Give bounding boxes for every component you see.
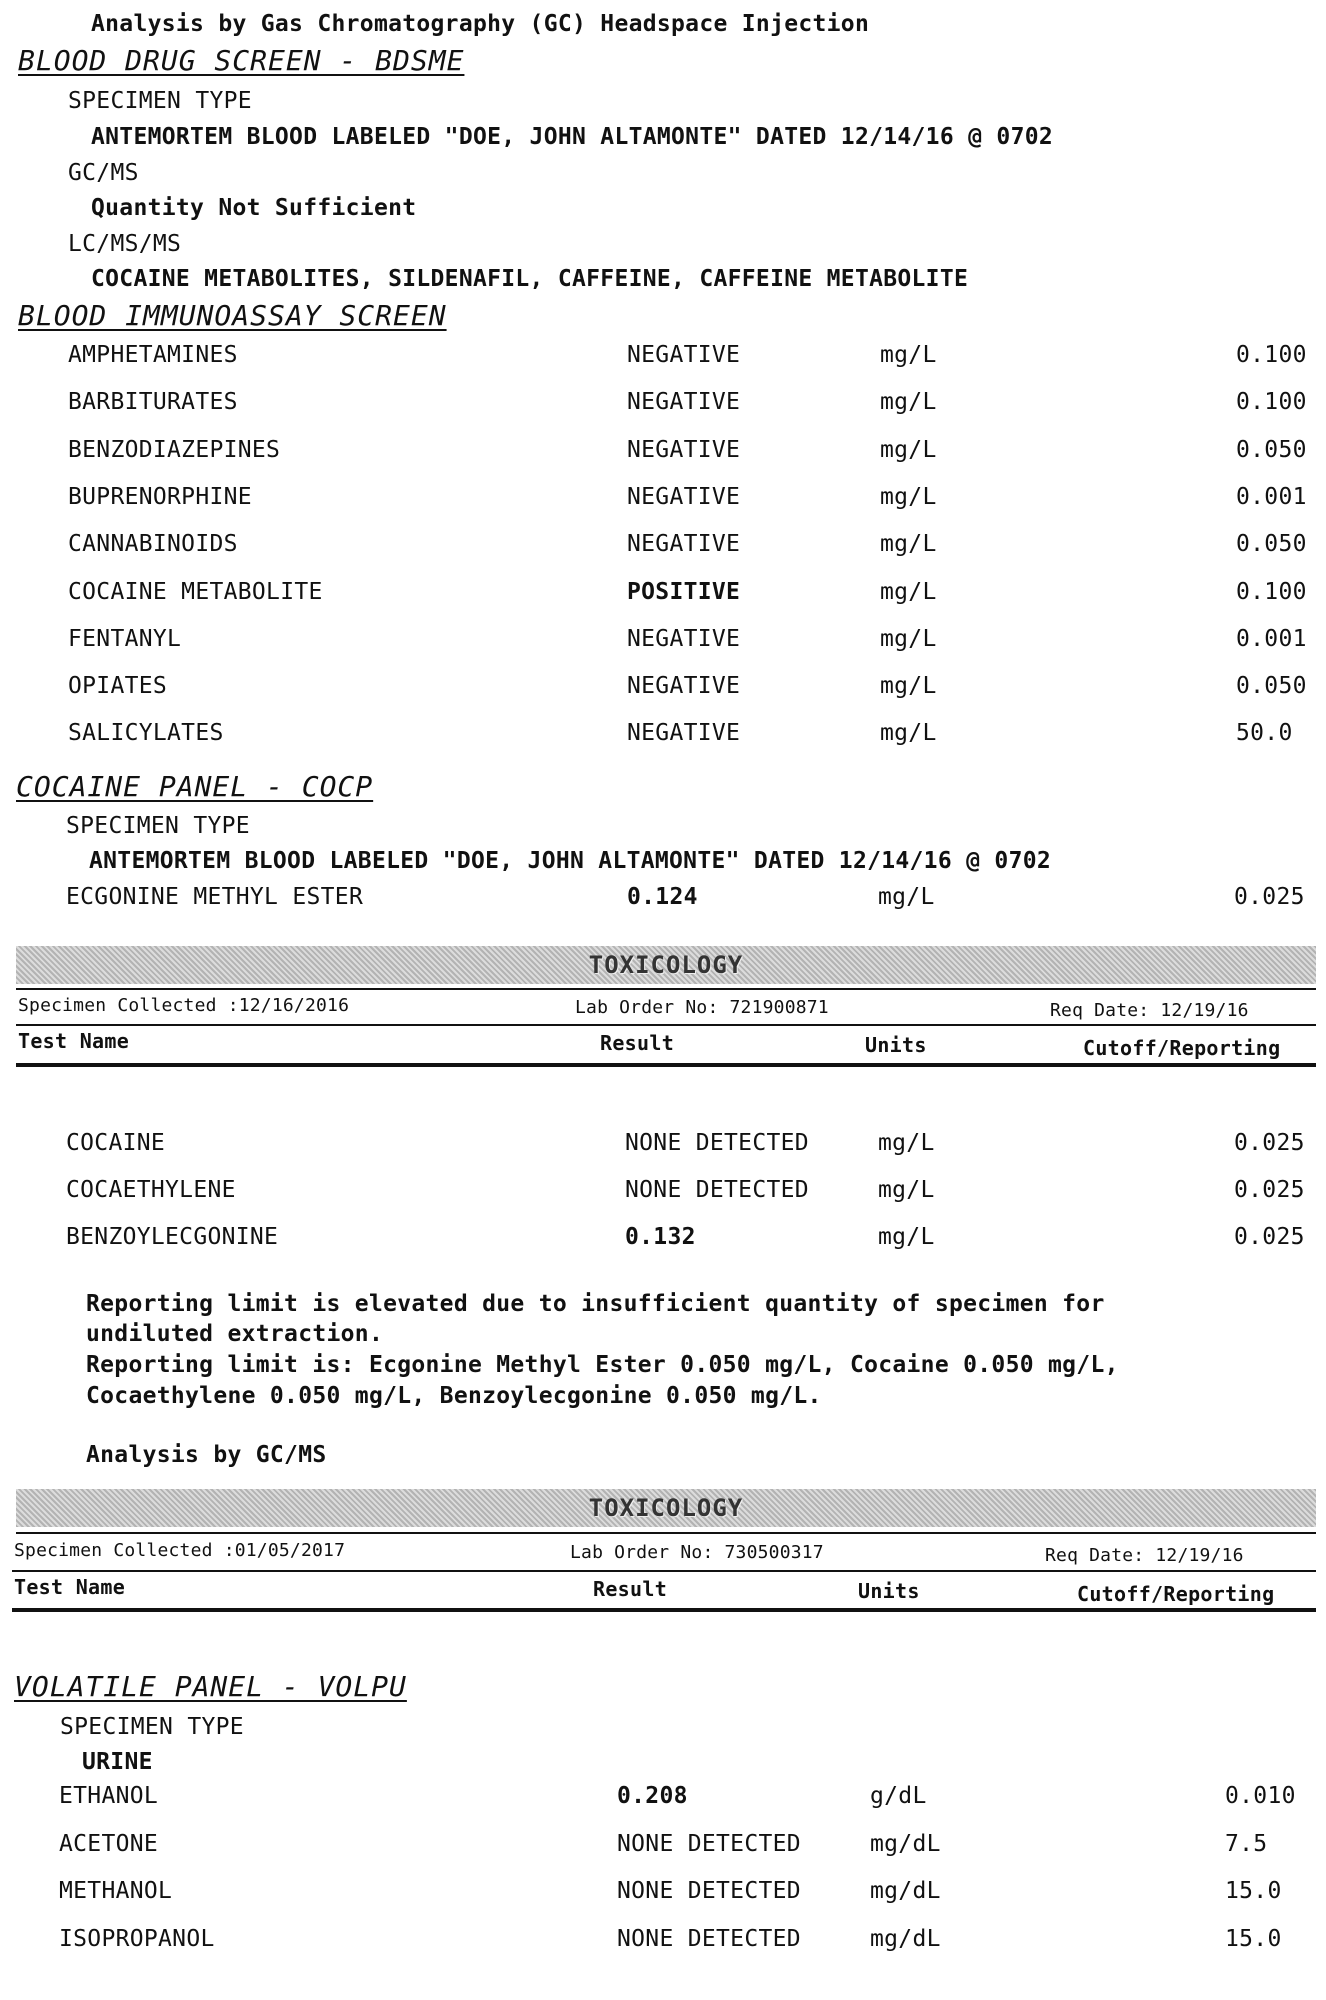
test-units: g/dL	[870, 1783, 927, 1809]
column-header-test-name: Test Name	[14, 1575, 126, 1599]
lab-order-number: Lab Order No: 730500317	[570, 1542, 824, 1563]
specimen-value: ANTEMORTEM BLOOD LABELED "DOE, JOHN ALTAMONTE" DATED 12/14/16 @ 0702	[91, 124, 1054, 150]
test-result: POSITIVE	[627, 578, 741, 605]
test-name: ISOPROPANOL	[59, 1925, 215, 1952]
column-header-cutoff: Cutoff/Reporting	[1083, 1036, 1281, 1060]
note-line: Reporting limit is: Ecgonine Methyl Ester 0.050 mg/L, Cocaine 0.050 mg/L,	[86, 1352, 1119, 1378]
test-cutoff: 0.100	[1236, 342, 1307, 368]
column-header-test-name: Test Name	[18, 1029, 130, 1053]
test-cutoff: 0.025	[1234, 1177, 1305, 1203]
test-name: COCAINE METABOLITE	[68, 578, 323, 605]
test-name: COCAETHYLENE	[66, 1177, 236, 1203]
specimen-collected: Specimen Collected :12/16/2016	[18, 995, 350, 1016]
test-cutoff: 0.025	[1234, 884, 1305, 910]
req-date: Req Date: 12/19/16	[1045, 1545, 1244, 1566]
test-units: mg/L	[880, 436, 937, 463]
test-name: ECGONINE METHYL ESTER	[66, 884, 364, 910]
column-header-cutoff: Cutoff/Reporting	[1077, 1582, 1275, 1606]
test-units: mg/L	[878, 1130, 935, 1156]
test-result: NEGATIVE	[627, 436, 741, 463]
test-cutoff: 15.0	[1225, 1878, 1282, 1904]
test-cutoff: 0.010	[1225, 1783, 1296, 1809]
lcms-label: LC/MS/MS	[68, 231, 182, 257]
test-cutoff: 0.050	[1236, 436, 1307, 463]
test-result: NEGATIVE	[627, 531, 741, 558]
test-units: mg/dL	[870, 1830, 941, 1857]
test-cutoff: 0.050	[1236, 531, 1307, 558]
section-title-immunoassay: BLOOD IMMUNOASSAY SCREEN	[18, 299, 447, 332]
section-title-bdsme: BLOOD DRUG SCREEN - BDSME	[18, 44, 465, 77]
toxicology-banner	[16, 946, 1316, 984]
test-units: mg/L	[878, 1224, 935, 1250]
divider	[16, 1532, 1316, 1534]
toxicology-banner-label: TOXICOLOGY	[588, 1494, 744, 1522]
section-title-cocp: COCAINE PANEL - COCP	[16, 770, 374, 803]
test-cutoff: 0.050	[1236, 673, 1307, 700]
specimen-type-label: SPECIMEN TYPE	[66, 813, 250, 839]
column-header-units: Units	[865, 1033, 927, 1057]
test-units: mg/L	[880, 673, 937, 700]
section-title-volpu: VOLATILE PANEL - VOLPU	[14, 1670, 407, 1703]
test-name: SALICYLATES	[68, 720, 224, 747]
lab-order-number: Lab Order No: 721900871	[575, 997, 829, 1018]
test-result: NONE DETECTED	[625, 1130, 809, 1156]
test-result: NONE DETECTED	[617, 1925, 801, 1952]
test-name: CANNABINOIDS	[68, 531, 238, 558]
test-cutoff: 0.001	[1236, 625, 1307, 652]
test-name: BENZOYLECGONINE	[66, 1224, 279, 1250]
test-units: mg/dL	[870, 1925, 941, 1952]
test-name: AMPHETAMINES	[68, 342, 238, 368]
divider	[16, 988, 1316, 990]
test-result: 0.208	[617, 1783, 688, 1809]
specimen-value: URINE	[82, 1749, 153, 1775]
test-units: mg/L	[878, 884, 935, 910]
divider	[12, 1570, 1316, 1572]
divider	[12, 1608, 1316, 1612]
toxicology-banner	[16, 1489, 1316, 1527]
test-cutoff: 0.001	[1236, 483, 1307, 510]
test-name: METHANOL	[59, 1878, 173, 1904]
divider	[16, 1063, 1316, 1067]
test-cutoff: 0.025	[1234, 1224, 1305, 1250]
req-date: Req Date: 12/19/16	[1050, 1000, 1249, 1021]
test-name: COCAINE	[66, 1130, 166, 1156]
gcms-value: Quantity Not Sufficient	[91, 195, 417, 221]
lcms-value: COCAINE METABOLITES, SILDENAFIL, CAFFEINE, CAFFEINE METABOLITE	[91, 266, 969, 292]
test-name: FENTANYL	[68, 625, 182, 652]
test-result: NONE DETECTED	[617, 1878, 801, 1904]
report-header: Analysis by Gas Chromatography (GC) Headspace Injection	[91, 11, 870, 37]
test-cutoff: 15.0	[1225, 1925, 1282, 1952]
test-result: NEGATIVE	[627, 673, 741, 700]
test-result: NEGATIVE	[627, 720, 741, 747]
test-cutoff: 0.025	[1234, 1130, 1305, 1156]
test-units: mg/dL	[870, 1878, 941, 1904]
test-units: mg/L	[878, 1177, 935, 1203]
test-cutoff: 0.100	[1236, 578, 1307, 605]
column-header-units: Units	[858, 1579, 920, 1603]
specimen-type-label: SPECIMEN TYPE	[60, 1714, 244, 1740]
test-result: NEGATIVE	[627, 342, 741, 368]
test-result: 0.124	[627, 884, 698, 910]
note-line: undiluted extraction.	[86, 1321, 384, 1347]
test-result: NEGATIVE	[627, 625, 741, 652]
test-result: NONE DETECTED	[617, 1830, 801, 1857]
test-cutoff: 7.5	[1225, 1830, 1268, 1857]
test-name: BARBITURATES	[68, 389, 238, 416]
test-name: OPIATES	[68, 673, 168, 700]
test-units: mg/L	[880, 483, 937, 510]
analysis-method: Analysis by GC/MS	[86, 1442, 327, 1468]
test-units: mg/L	[880, 531, 937, 558]
test-units: mg/L	[880, 625, 937, 652]
column-header-result: Result	[593, 1577, 668, 1601]
note-line: Cocaethylene 0.050 mg/L, Benzoylecgonine 0.050 mg/L.	[86, 1383, 822, 1409]
column-header-result: Result	[600, 1031, 675, 1055]
test-units: mg/L	[880, 389, 937, 416]
specimen-type-label: SPECIMEN TYPE	[68, 88, 252, 114]
test-result: 0.132	[625, 1224, 696, 1250]
test-name: BENZODIAZEPINES	[68, 436, 281, 463]
gcms-label: GC/MS	[68, 160, 139, 186]
test-cutoff: 0.100	[1236, 389, 1307, 416]
toxicology-banner-label: TOXICOLOGY	[588, 951, 744, 979]
test-result: NEGATIVE	[627, 483, 741, 510]
test-cutoff: 50.0	[1236, 720, 1293, 747]
test-result: NEGATIVE	[627, 389, 741, 416]
test-name: ACETONE	[59, 1830, 159, 1857]
test-units: mg/L	[880, 578, 937, 605]
test-name: ETHANOL	[59, 1783, 159, 1809]
note-line: Reporting limit is elevated due to insufficient quantity of specimen for	[86, 1291, 1105, 1317]
specimen-collected: Specimen Collected :01/05/2017	[14, 1540, 346, 1561]
specimen-value: ANTEMORTEM BLOOD LABELED "DOE, JOHN ALTAMONTE" DATED 12/14/16 @ 0702	[89, 848, 1052, 874]
test-name: BUPRENORPHINE	[68, 483, 252, 510]
test-units: mg/L	[880, 342, 937, 368]
test-result: NONE DETECTED	[625, 1177, 809, 1203]
divider	[16, 1024, 1316, 1026]
test-units: mg/L	[880, 720, 937, 747]
